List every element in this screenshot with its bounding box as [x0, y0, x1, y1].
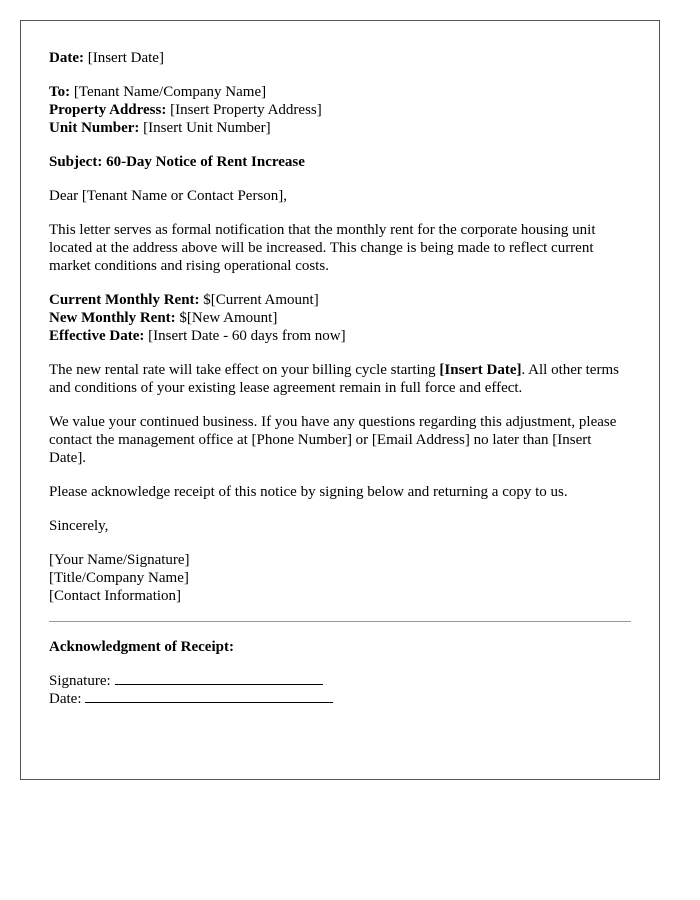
property-address-line [49, 101, 631, 119]
new-rent-value: $[New Amount] [179, 310, 278, 326]
divider [49, 621, 631, 622]
billing-text-after: . All other terms and conditions of your existing lease agreement remain in full force and effect. [49, 362, 619, 396]
current-rent-line [49, 291, 631, 309]
contact-paragraph: We value your continued business. If you have any questions regarding this adjustment, please contact the management office at [Phone Number] or [Email Address] no later than [Insert Date]. [49, 414, 617, 466]
to-line [49, 83, 631, 101]
salutation: Dear [Tenant Name or Contact Person], [49, 188, 288, 204]
date-field [49, 690, 631, 708]
subject-text: Subject: 60-Day Notice of Rent Increase [49, 154, 305, 170]
date-blank-line [85, 690, 333, 703]
effective-date-line [49, 327, 631, 345]
date-label: Date: [49, 50, 84, 66]
rent-details-block [49, 291, 631, 345]
acknowledgment-heading-text: Acknowledgment of Receipt: [49, 639, 234, 655]
sender-contact: [Contact Information] [49, 588, 182, 604]
date-line [49, 49, 631, 67]
billing-start-date: [Insert Date] [439, 362, 522, 378]
to-label: To: [49, 84, 71, 100]
signature-label: Signature: [49, 673, 111, 689]
closing: Sincerely, [49, 518, 109, 534]
billing-text-before: The new rental rate will take effect on your billing cycle starting [49, 362, 440, 378]
acknowledgment-fields [49, 672, 631, 708]
effective-date-label: Effective Date: [49, 328, 145, 344]
recipient-block [49, 83, 631, 137]
property-address-value: [Insert Property Address] [170, 102, 322, 118]
signature-field [49, 672, 631, 690]
sender-name: [Your Name/Signature] [49, 552, 190, 568]
current-rent-value: $[Current Amount] [203, 292, 319, 308]
property-address-label: Property Address: [49, 102, 167, 118]
acknowledgment-heading [49, 638, 631, 656]
to-value: [Tenant Name/Company Name] [73, 84, 267, 100]
unit-number-line [49, 119, 631, 137]
sender-title: [Title/Company Name] [49, 570, 189, 586]
new-rent-label: New Monthly Rent: [49, 310, 176, 326]
billing-paragraph [49, 361, 631, 397]
intro-paragraph: This letter serves as formal notification that the monthly rent for the corporate housing unit located at the address above will be increased. This change is being made to reflect current market conditions and rising operational costs. [49, 222, 596, 274]
letter-document [20, 20, 660, 780]
date-value: [Insert Date] [87, 50, 164, 66]
subject-line [49, 153, 631, 171]
new-rent-line [49, 309, 631, 327]
effective-date-value: [Insert Date - 60 days from now] [148, 328, 346, 344]
unit-number-value: [Insert Unit Number] [143, 120, 271, 136]
ack-date-label: Date: [49, 691, 82, 707]
date-block [49, 49, 631, 67]
acknowledge-request: Please acknowledge receipt of this notice by signing below and returning a copy to us. [49, 484, 568, 500]
unit-number-label: Unit Number: [49, 120, 140, 136]
current-rent-label: Current Monthly Rent: [49, 292, 200, 308]
signature-blank-line [115, 672, 323, 685]
signature-block [49, 551, 631, 605]
